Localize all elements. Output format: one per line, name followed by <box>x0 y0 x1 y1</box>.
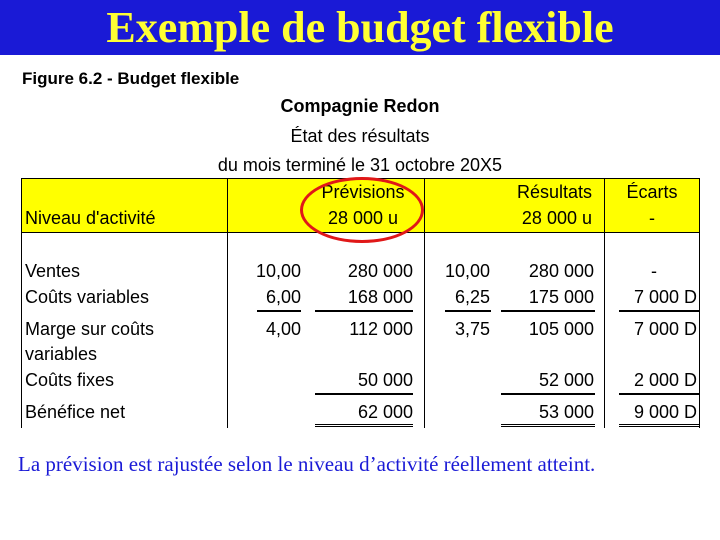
row-label-fixed-costs: Coûts fixes <box>25 370 115 390</box>
variance-sales: - <box>651 261 657 281</box>
forecast-unit-variable: 6,00 <box>265 287 301 307</box>
slide-title: Exemple de budget flexible <box>106 3 614 52</box>
forecast-label: Prévisions <box>321 182 405 202</box>
report-period: du mois terminé le 31 octobre 20X5 <box>217 155 503 175</box>
row-label-margin-line1: Marge sur coûts <box>25 319 155 339</box>
variance-label: Écarts <box>626 182 678 202</box>
variance-level: - <box>649 208 655 228</box>
activity-label: Niveau d'activité <box>25 208 156 228</box>
forecast-total-sales: 280 000 <box>347 261 413 281</box>
footnote: La prévision est rajustée selon le niveau d’activité réellement atteint. <box>18 452 596 476</box>
underline <box>501 310 595 312</box>
forecast-level: 28 000 u <box>327 208 399 228</box>
variance-fixed: 2 000 D <box>633 370 697 390</box>
underline <box>315 310 413 312</box>
double-underline <box>501 424 595 427</box>
variance-profit: 9 000 D <box>633 402 697 422</box>
actual-unit-margin: 3,75 <box>454 319 490 339</box>
company-name: Compagnie Redon <box>280 96 440 116</box>
actual-label: Résultats <box>516 182 592 202</box>
forecast-total-profit: 62 000 <box>357 402 413 422</box>
row-label-variable-costs: Coûts variables <box>25 287 150 307</box>
underline <box>501 393 595 395</box>
forecast-unit-margin: 4,00 <box>265 319 301 339</box>
underline <box>619 310 699 312</box>
actual-total-variable: 175 000 <box>528 287 594 307</box>
report-name: État des résultats <box>290 126 430 146</box>
actual-total-profit: 53 000 <box>538 402 594 422</box>
underline <box>257 310 301 312</box>
highlight-circle <box>300 177 424 243</box>
forecast-total-margin: 112 000 <box>349 319 413 339</box>
row-label-net-profit: Bénéfice net <box>25 402 126 422</box>
double-underline <box>315 424 413 427</box>
variance-variable: 7 000 D <box>633 287 697 307</box>
underline <box>619 393 699 395</box>
forecast-unit-sales: 10,00 <box>255 261 301 281</box>
actual-unit-sales: 10,00 <box>444 261 490 281</box>
variance-margin: 7 000 D <box>633 319 697 339</box>
underline <box>315 393 413 395</box>
actual-total-fixed: 52 000 <box>538 370 594 390</box>
col-border-left <box>21 178 22 428</box>
actual-total-sales: 280 000 <box>528 261 594 281</box>
figure-caption: Figure 6.2 - Budget flexible <box>22 69 240 88</box>
actual-total-margin: 105 000 <box>528 319 594 339</box>
double-underline <box>619 424 699 427</box>
forecast-total-fixed: 50 000 <box>357 370 413 390</box>
row-label-sales: Ventes <box>25 261 81 281</box>
col-border-right <box>699 178 700 428</box>
forecast-total-variable: 168 000 <box>347 287 413 307</box>
underline <box>445 310 491 312</box>
actual-level: 28 000 u <box>521 208 592 228</box>
actual-unit-variable: 6,25 <box>454 287 490 307</box>
row-label-margin-line2: variables <box>25 344 98 364</box>
